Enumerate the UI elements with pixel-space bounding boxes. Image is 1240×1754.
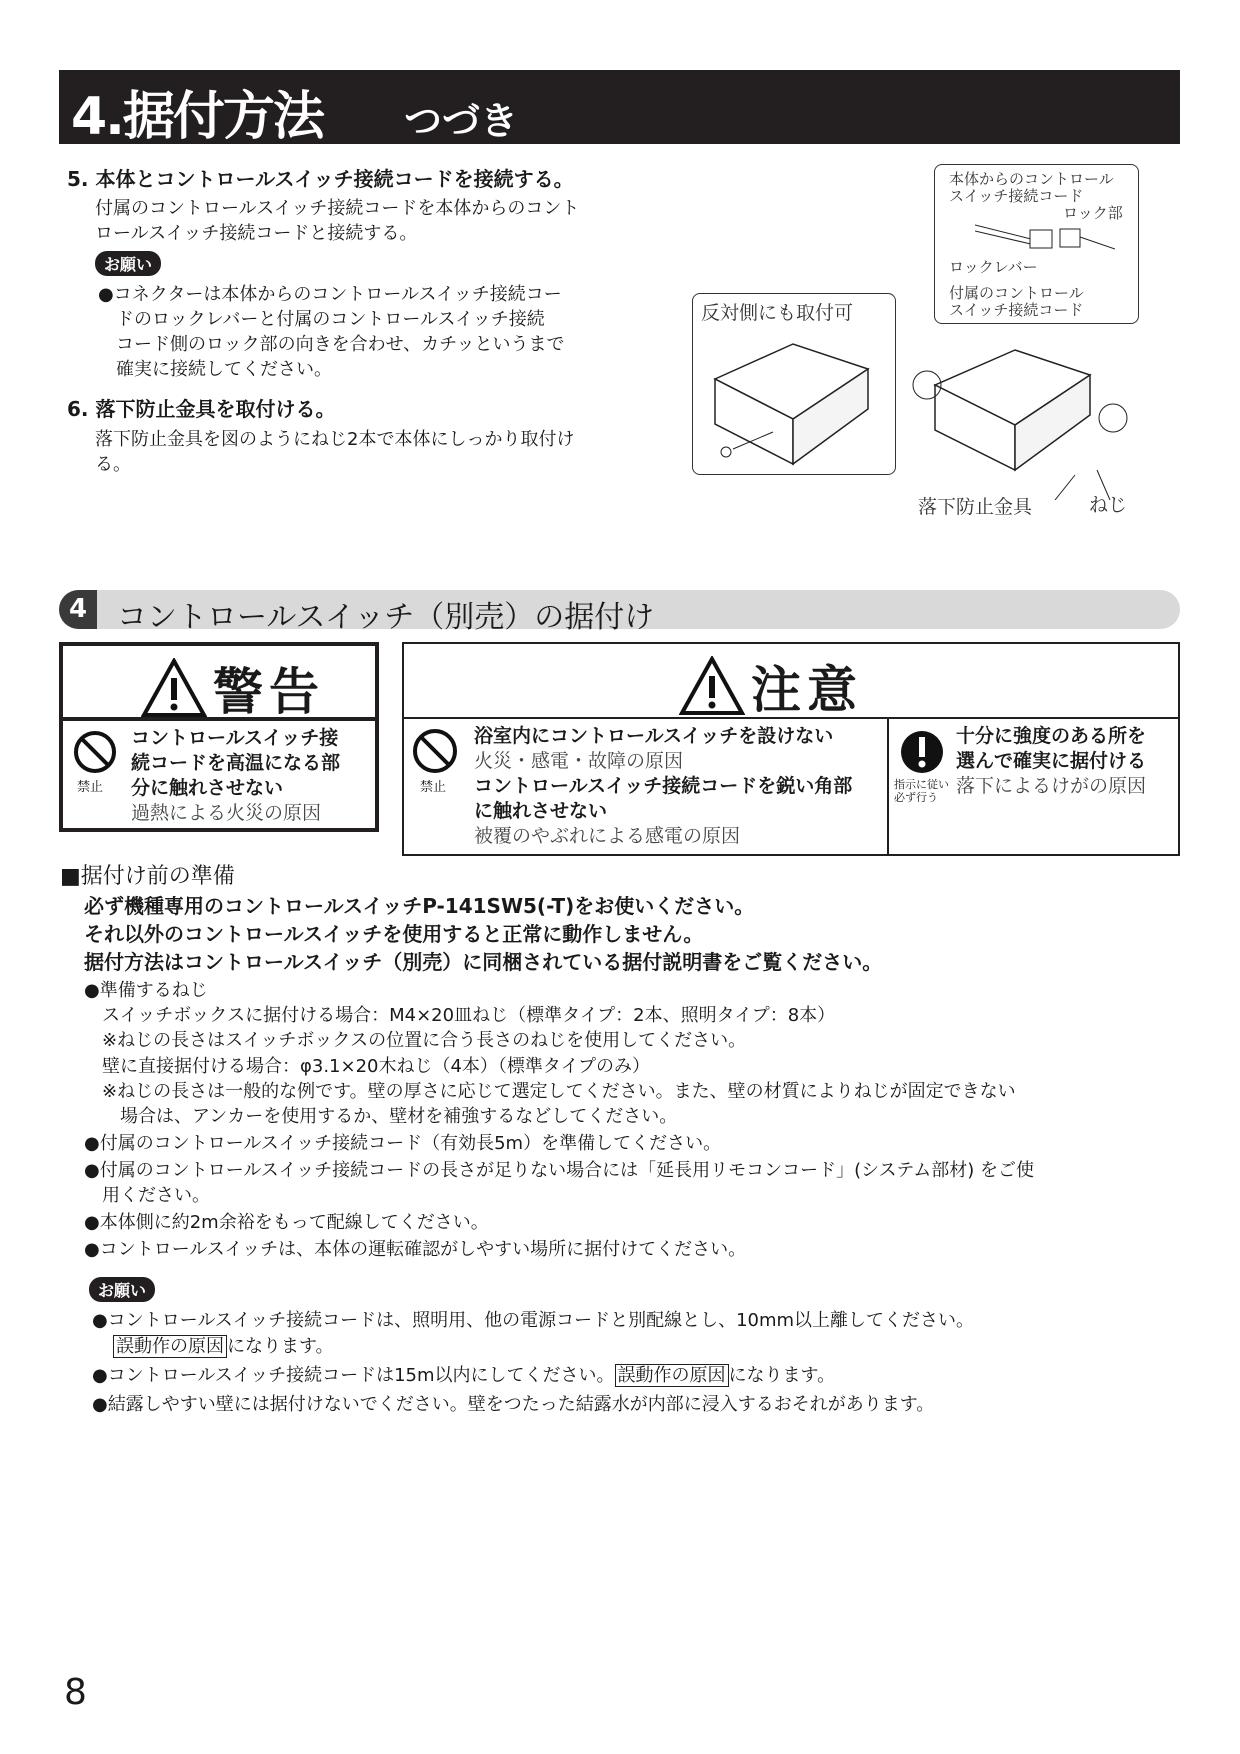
opposite-side-label: 反対側にも取付可 (701, 302, 854, 324)
connector-callout (934, 164, 1139, 324)
unit-illustration-right (905, 330, 1155, 500)
caution-box (402, 642, 1180, 856)
warning-box (59, 642, 379, 832)
prep-list-item: ※ねじの長さはスイッチボックスの位置に合う長さのねじを使用してください。 (84, 1030, 747, 1051)
lock-lever-label: ロックレバー (949, 258, 1038, 276)
malfunction-tag: 誤動作の原因 (113, 1335, 227, 1358)
connector-icon (975, 215, 1115, 255)
section-banner (59, 590, 1180, 635)
prep-list-item: ●付属のコントロールスイッチ接続コード（有効長5m）を準備してください。 (84, 1133, 722, 1154)
caution-text: 浴室内にコントロールスイッチを設けない (474, 725, 834, 747)
prep-bold-line: 必ず機種専用のコントロールスイッチP-141SW5(-T)をお使いください。 (84, 894, 755, 918)
note-2: ●コントロールスイッチ接続コードは15m以内にしてください。 誤動作の原因 になります。 (92, 1365, 836, 1386)
header-title: 4.据付方法 (71, 87, 323, 147)
page-header (59, 70, 1180, 147)
warning-triangle-icon (141, 658, 207, 718)
bracket-label: 落下防止金具 (918, 496, 1033, 518)
malfunction-tag: 誤動作の原因 (615, 1364, 729, 1387)
step5-bullet-3: コード側のロック部の向きを合わせ、カチッというまで (116, 334, 565, 355)
caution-reason: 被覆のやぶれによる感電の原因 (474, 825, 741, 847)
warning-text: コントロールスイッチ接 (131, 727, 339, 749)
request-badge: お願い (95, 251, 161, 276)
prep-list-item: ※ねじの長さは一般的な例です。壁の厚さに応じて選定してください。また、壁の材質によりねじが固定できない (84, 1081, 1016, 1102)
prep-list-item: 用ください。 (84, 1185, 210, 1206)
opposite-side-inset (692, 293, 896, 475)
warning-reason: 過熱による火災の原因 (131, 802, 322, 824)
prep-list-item: ●コントロールスイッチは、本体の運転確認がしやすい場所に据付けてください。 (84, 1239, 747, 1260)
step6-heading: 6. 落下防止金具を取付ける。 (67, 397, 336, 421)
prohibition-label: 禁止 (77, 780, 104, 795)
prep-bold-line: それ以外のコントロールスイッチを使用すると正常に動作しません。 (84, 922, 704, 946)
screw-label: ねじ (1089, 494, 1128, 516)
step6-body-1: 落下防止金具を図のようにねじ2本で本体にしっかり取付け (95, 429, 575, 450)
callout-label: 付属のコントロール (949, 284, 1084, 302)
mandatory-label: 指示に従い 必ず行う (894, 778, 949, 804)
prep-list-item: ●付属のコントロールスイッチ接続コードの長さが足りない場合には「延長用リモコンコード」(システム部材) をご使 (84, 1160, 1035, 1181)
mandatory-action-icon (900, 728, 944, 776)
section-number: 4 (59, 590, 97, 629)
caution-text: 十分に強度のある所を (956, 725, 1147, 747)
header-subtitle: つづき (404, 99, 519, 143)
callout-label: 本体からのコントロール (949, 170, 1114, 188)
warning-title: 警告 (141, 652, 325, 724)
callout-label: スイッチ接続コード (949, 187, 1084, 205)
caution-triangle-icon (679, 656, 745, 716)
prep-bold-line: 据付方法はコントロールスイッチ（別売）に同梱されている据付説明書をご覧ください。 (84, 950, 883, 974)
request-badge: お願い (89, 1277, 155, 1302)
step5-bullet-2: ドのロックレバーと付属のコントロールスイッチ接続 (116, 309, 545, 330)
prep-list-item: ●準備するねじ (84, 980, 208, 1001)
step6-body-2: る。 (95, 454, 131, 475)
prohibition-icon (412, 728, 458, 774)
step5-body-2: ロールスイッチ接続コードと接続する。 (95, 223, 418, 244)
unit-illustration-left (693, 324, 897, 474)
caution-text: 選んで確実に据付ける (956, 750, 1147, 772)
step5-bullet-1: ●コネクターは本体からのコントロールスイッチ接続コー (98, 284, 562, 305)
prep-heading: ■据付け前の準備 (60, 864, 235, 889)
prep-list-item: スイッチボックスに据付ける場合：M4×20皿ねじ（標準タイプ：2本、照明タイプ：8本） (84, 1005, 836, 1026)
note-1-cont: 誤動作の原因 になります。 (113, 1334, 334, 1359)
prep-list-item: 壁に直接据付ける場合：φ3.1×20木ねじ（4本）（標準タイプのみ） (84, 1056, 651, 1077)
caution-text: に触れさせない (474, 800, 608, 822)
step5-bullet-4: 確実に接続してください。 (116, 359, 332, 380)
prohibition-label: 禁止 (420, 780, 447, 795)
caution-reason: 落下によるけがの原因 (956, 775, 1147, 797)
page-number: 8 (64, 1672, 87, 1713)
prohibition-icon (73, 730, 117, 774)
warning-text: 分に触れさせない (131, 777, 284, 799)
section-title: コントロールスイッチ（別売）の据付け (117, 600, 655, 635)
note-1: ●コントロールスイッチ接続コードは、照明用、他の電源コードと別配線とし、10mm以上離してください。 (92, 1310, 975, 1331)
callout-label: スイッチ接続コード (949, 301, 1084, 319)
note-3: ●結露しやすい壁には据付けないでください。壁をつたった結露水が内部に浸入するおそれがあります。 (92, 1394, 935, 1415)
prep-list-item: ●本体側に約2m余裕をもって配線してください。 (84, 1212, 489, 1233)
step5-heading: 5. 本体とコントロールスイッチ接続コードを接続する。 (67, 167, 574, 191)
prep-list-item: 場合は、アンカーを使用するか、壁材を補強するなどしてください。 (84, 1106, 678, 1127)
caution-text: コントロールスイッチ接続コードを鋭い角部 (474, 775, 853, 797)
caution-reason: 火災・感電・故障の原因 (474, 750, 684, 772)
lock-part-label: ロック部 (1063, 204, 1123, 222)
caution-title: 注意 (679, 650, 863, 722)
step5-body-1: 付属のコントロールスイッチ接続コードを本体からのコント (95, 198, 580, 219)
warning-text: 続コードを高温になる部 (131, 752, 341, 774)
